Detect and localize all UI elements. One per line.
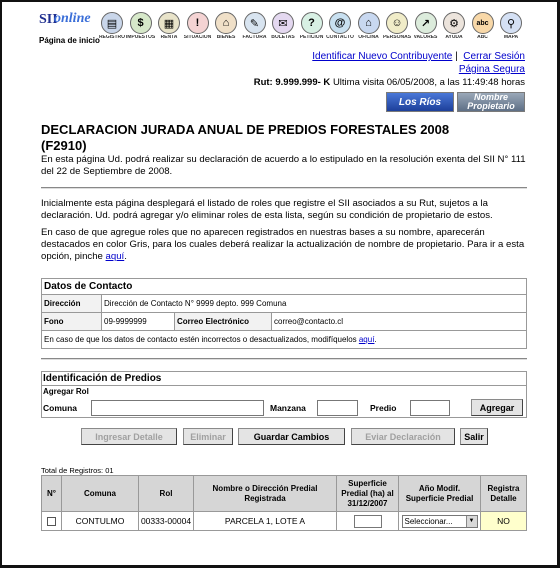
anio-select-value: Seleccionar... bbox=[404, 516, 453, 526]
contact-section-title: Datos de Contacto bbox=[42, 279, 527, 295]
bienes-raices-icon[interactable]: ⌂ bbox=[215, 12, 237, 34]
service-icon-label: BOLETAS bbox=[271, 35, 295, 40]
row-checkbox[interactable] bbox=[47, 517, 56, 526]
renta-icon[interactable]: ▦ bbox=[158, 12, 180, 34]
los-rios-banner[interactable] bbox=[386, 92, 454, 112]
logo-sii-text: SII bbox=[39, 12, 58, 27]
service-icon-label: SITUACIÓN bbox=[183, 35, 212, 40]
service-icon-label: AYUDA bbox=[445, 35, 463, 40]
intro-text: En esta página Ud. podrá realizar su declaración de acuerdo a lo estipulado en la resolución exenta del SII N° 111 del 22 de Septiembre de 2008. bbox=[41, 154, 526, 177]
anio-select[interactable] bbox=[402, 515, 478, 528]
comuna-label: Comuna bbox=[43, 403, 77, 413]
service-icon-label: FACTURA bbox=[242, 35, 267, 40]
service-icon-label: OFICINA bbox=[358, 35, 379, 40]
instructions-paragraph-1: Inicialmente esta página desplegará el listado de roles que registre el SII asociados a su Rut, sujetos a la declaración. Ud. podrá agregar y/o eliminar roles de esta lista, según su condición de propietario de estos. bbox=[41, 198, 493, 221]
new-taxpayer-link[interactable]: Identificar Nuevo Contribuyente bbox=[312, 51, 453, 62]
secure-page-link[interactable]: Página Segura bbox=[458, 64, 525, 75]
herramientas-icon[interactable]: ⚙ bbox=[443, 12, 465, 34]
situacion-tributaria-icon[interactable]: ! bbox=[187, 12, 209, 34]
contact-data-table bbox=[41, 278, 527, 349]
guardar-cambios-button[interactable]: Guardar Cambios bbox=[238, 428, 345, 445]
fono-label: Fono bbox=[42, 313, 102, 331]
registro-icon[interactable]: ▤ bbox=[101, 12, 123, 34]
manzana-input[interactable] bbox=[317, 400, 358, 416]
impuestos-mensuales-icon[interactable]: $ bbox=[130, 12, 152, 34]
direccion-value: Dirección de Contacto N° 9999 depto. 999 Comuna bbox=[102, 295, 527, 313]
registra-detalle-cell: NO bbox=[481, 512, 527, 531]
add-button[interactable]: Agregar bbox=[471, 399, 523, 416]
home-link[interactable]: Página de inicio bbox=[39, 36, 100, 45]
email-value: correo@contacto.cl bbox=[272, 313, 527, 331]
nombre-propietario-label: Nombre Propietario bbox=[467, 92, 515, 111]
fono-value: 09-9999999 bbox=[102, 313, 175, 331]
service-icon-label: BIENES bbox=[216, 35, 236, 40]
column-header: Nombre o Dirección Predial Registrada bbox=[194, 476, 337, 512]
comuna-input[interactable] bbox=[91, 400, 264, 416]
table-row bbox=[42, 512, 527, 531]
total-records: Total de Registros: 01 bbox=[41, 466, 114, 475]
rol-cell: 00333-00004 bbox=[139, 512, 194, 531]
predio-input[interactable] bbox=[410, 400, 450, 416]
column-header: Año Modif. Superficie Predial bbox=[399, 476, 481, 512]
service-icon-label: PERSONAS bbox=[382, 35, 412, 40]
logout-link[interactable]: Cerrar Sesión bbox=[463, 51, 525, 62]
contacto-icon[interactable]: @ bbox=[329, 12, 351, 34]
column-header: Registra Detalle bbox=[481, 476, 527, 512]
column-header: N° bbox=[42, 476, 62, 512]
direccion-label: Dirección bbox=[42, 295, 102, 313]
superficie-cell bbox=[337, 512, 399, 531]
divider bbox=[41, 187, 527, 189]
service-icon-label: ABC bbox=[477, 35, 488, 40]
comuna-cell: CONTULMO bbox=[62, 512, 139, 531]
add-role-label: Agregar Rol bbox=[43, 387, 89, 396]
oficina-icon[interactable]: ⌂ bbox=[358, 12, 380, 34]
site-header bbox=[38, 10, 528, 48]
salir-button[interactable]: Salir bbox=[460, 428, 488, 445]
service-icon-label: CONTACTO bbox=[326, 35, 354, 40]
nombre-propietario-banner[interactable] bbox=[457, 92, 525, 112]
sii-online-logo[interactable] bbox=[38, 10, 98, 48]
valores-icon[interactable]: ↗ bbox=[415, 12, 437, 34]
link-separator: | bbox=[455, 51, 458, 62]
enviar-declaracion-button[interactable]: Eviar Declaración bbox=[351, 428, 455, 445]
session-info bbox=[254, 77, 525, 88]
personas-icon[interactable]: ☺ bbox=[386, 12, 408, 34]
page-title: DECLARACION JURADA ANUAL DE PREDIOS FORESTALES 2008 (F2910) bbox=[41, 122, 450, 153]
predio-label: Predio bbox=[370, 403, 397, 413]
update-owner-link[interactable]: aquí bbox=[105, 251, 125, 262]
instructions-paragraph-2: En caso de que agregue roles que no aparecen registrados en nuestras bases a su nombre, aparecerán destacados en color Gris, para los cuales deberá realizar la actualización de nombre de propietario. Para ir a esta opción, pinche aquí. bbox=[41, 227, 525, 262]
row-select-cell bbox=[42, 512, 62, 531]
modify-contact-link[interactable]: aquí bbox=[358, 335, 375, 344]
peticiones-icon[interactable]: ? bbox=[301, 12, 323, 34]
contact-note: En caso de que los datos de contacto estén incorrectos o desactualizados, modifíquelos aquí. bbox=[42, 331, 527, 349]
divider bbox=[41, 358, 527, 360]
service-icon-label: VALORES bbox=[413, 35, 438, 40]
service-icon-label: MAPA bbox=[503, 35, 519, 40]
service-icon-strip bbox=[98, 10, 528, 48]
column-header: Superficie Predial (ha) al 31/12/2007 bbox=[337, 476, 399, 512]
manzana-label: Manzana bbox=[270, 403, 306, 413]
boletas-honorarios-icon[interactable]: ✉ bbox=[272, 12, 294, 34]
top-links bbox=[312, 50, 525, 76]
column-header: Rol bbox=[139, 476, 194, 512]
predios-section-title: Identificación de Predios bbox=[43, 373, 162, 384]
rut-value: Rut: 9.999.999- K bbox=[253, 77, 331, 88]
factura-electronica-icon[interactable]: ✎ bbox=[244, 12, 266, 34]
abc-icon[interactable]: abc bbox=[472, 12, 494, 34]
nombre-cell: PARCELA 1, LOTE A bbox=[194, 512, 337, 531]
mapa-icon[interactable]: ⚲ bbox=[500, 12, 522, 34]
logo-online-text: online bbox=[54, 11, 91, 26]
los-rios-label: Los Ríos bbox=[398, 96, 442, 108]
service-icon-label: IMPUESTOS bbox=[125, 35, 156, 40]
superficie-input[interactable] bbox=[354, 515, 382, 528]
service-icon-label: RENTA bbox=[160, 35, 178, 40]
eliminar-button[interactable]: Eliminar bbox=[183, 428, 233, 445]
column-header: Comuna bbox=[62, 476, 139, 512]
chevron-down-icon: ▼ bbox=[466, 516, 477, 527]
roles-table bbox=[41, 475, 527, 531]
email-label: Correo Electrónico bbox=[175, 313, 272, 331]
predios-identification-box bbox=[41, 371, 527, 418]
ingresar-detalle-button[interactable]: Ingresar Detalle bbox=[81, 428, 177, 445]
last-visit: Ultima visita 06/05/2008, a las 11:49:48 horas bbox=[332, 77, 525, 88]
divider bbox=[42, 385, 526, 386]
anio-cell bbox=[399, 512, 481, 531]
service-icon-label: PETICIÓN bbox=[299, 35, 324, 40]
service-icon-label: REGISTRO bbox=[98, 35, 126, 40]
